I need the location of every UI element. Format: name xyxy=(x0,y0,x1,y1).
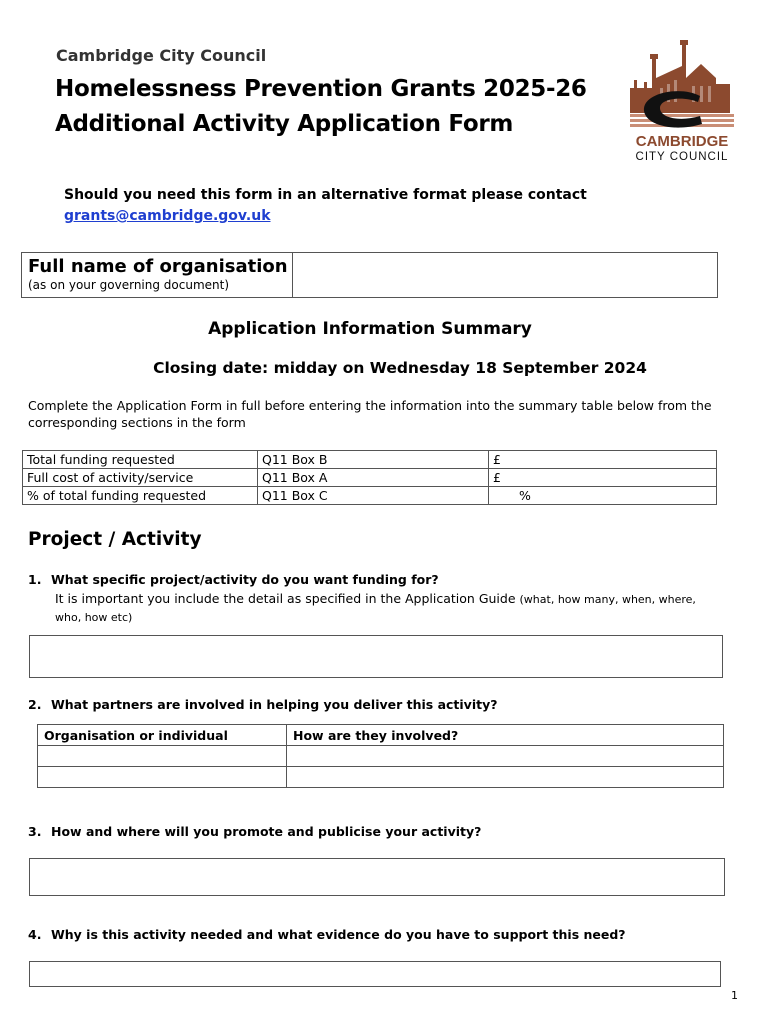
summary-table xyxy=(22,450,717,505)
form-title-line-2: Additional Activity Application Form xyxy=(55,111,514,137)
question-number: 2. xyxy=(28,697,42,712)
question-number: 1. xyxy=(28,572,42,587)
section-heading: Project / Activity xyxy=(28,529,202,550)
question-number: 3. xyxy=(28,824,42,839)
organisation-name-sublabel: (as on your governing document) xyxy=(28,278,230,292)
question-3-answer-box[interactable] xyxy=(29,858,725,896)
full-cost-input[interactable]: £ xyxy=(489,469,717,487)
cambridge-city-council-logo xyxy=(622,38,742,166)
organisation-name-input[interactable] xyxy=(293,253,717,297)
table-row xyxy=(23,469,717,487)
table-row xyxy=(23,487,717,505)
help-text-small: (what, how many, when, where, who, how etc) xyxy=(55,593,696,624)
question-text: How and where will you promote and publicise your activity? xyxy=(51,824,482,839)
table-header-row xyxy=(38,725,724,746)
question-1 xyxy=(28,572,439,587)
help-text: It is important you include the detail as specified in the Application Guide xyxy=(55,591,516,606)
summary-label: Total funding requested xyxy=(23,451,258,469)
funding-percent-input[interactable]: % xyxy=(489,487,717,505)
question-2 xyxy=(28,697,497,712)
summary-label: Full cost of activity/service xyxy=(23,469,258,487)
question-4 xyxy=(28,927,626,942)
table-row xyxy=(38,746,724,767)
logo-subtitle: CITY COUNCIL xyxy=(635,151,729,163)
table-row xyxy=(38,767,724,788)
summary-label: % of total funding requested xyxy=(23,487,258,505)
partners-table xyxy=(37,724,724,788)
page-number: 1 xyxy=(731,989,738,1002)
question-text: What partners are involved in helping you deliver this activity? xyxy=(51,697,498,712)
summary-ref: Q11 Box A xyxy=(258,469,489,487)
partner-name-input[interactable] xyxy=(38,746,287,767)
summary-ref: Q11 Box C xyxy=(258,487,489,505)
closing-date: Closing date: midday on Wednesday 18 September 2024 xyxy=(153,359,647,377)
logo-wordmark: CAMBRIDGE xyxy=(635,133,729,150)
question-text: What specific project/activity do you want funding for? xyxy=(51,572,439,587)
organisation-name-label-cell xyxy=(22,253,293,297)
column-header: Organisation or individual xyxy=(38,725,287,746)
question-number: 4. xyxy=(28,927,42,942)
question-1-answer-box[interactable] xyxy=(29,635,723,678)
partner-role-input[interactable] xyxy=(287,746,724,767)
summary-ref: Q11 Box B xyxy=(258,451,489,469)
column-header: How are they involved? xyxy=(287,725,724,746)
table-row xyxy=(23,451,717,469)
partner-role-input[interactable] xyxy=(287,767,724,788)
question-4-answer-box[interactable] xyxy=(29,961,721,987)
council-name: Cambridge City Council xyxy=(56,46,267,65)
question-text: Why is this activity needed and what evidence do you have to support this need? xyxy=(51,927,626,942)
summary-title: Application Information Summary xyxy=(208,319,532,339)
form-title-line-1: Homelessness Prevention Grants 2025-26 xyxy=(55,76,587,102)
question-1-help xyxy=(55,590,725,626)
partner-name-input[interactable] xyxy=(38,767,287,788)
question-3 xyxy=(28,824,481,839)
grants-email-link[interactable]: grants@cambridge.gov.uk xyxy=(64,208,271,224)
summary-instructions: Complete the Application Form in full before entering the information into the summary table below from the corresponding sections in the form xyxy=(28,398,712,430)
alternative-format-notice: Should you need this form in an alternative format please contact xyxy=(64,187,587,203)
organisation-name-label: Full name of organisation xyxy=(28,256,288,277)
organisation-name-row xyxy=(21,252,718,298)
total-funding-input[interactable]: £ xyxy=(489,451,717,469)
kings-college-skyline-icon xyxy=(630,40,730,113)
